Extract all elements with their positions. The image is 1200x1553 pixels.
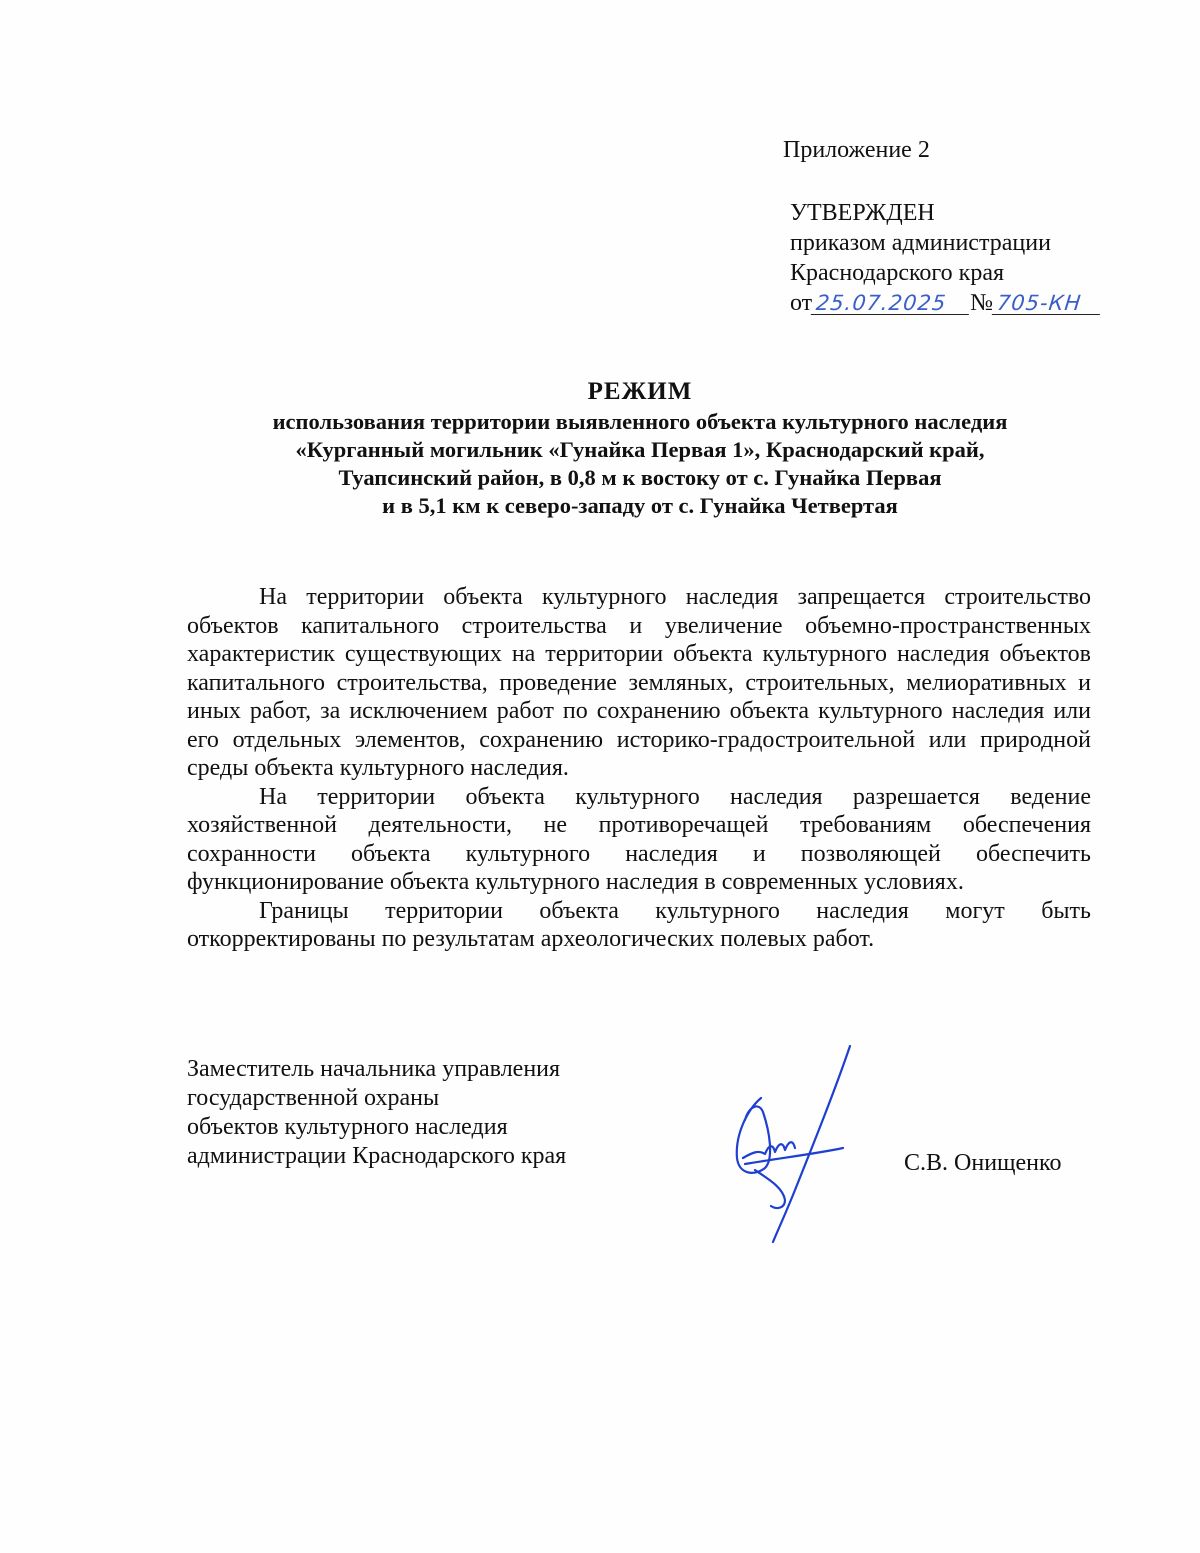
title-line-4: и в 5,1 км к северо-западу от с. Гунайка Четвертая bbox=[382, 493, 898, 518]
title-line-2: «Курганный могильник «Гунайка Первая 1», Краснодарский край, bbox=[295, 437, 985, 462]
signer-position-line-4: администрации Краснодарского края bbox=[187, 1143, 567, 1169]
date-prefix: от bbox=[790, 290, 813, 316]
title-line-3: Туапсинский район, в 0,8 м к востоку от с. Гунайка Первая bbox=[338, 465, 942, 490]
signer-name: С.В. Онищенко bbox=[904, 1150, 1062, 1176]
approval-stamp bbox=[790, 198, 1101, 318]
title-line-1: использования территории выявленного объекта культурного наследия bbox=[272, 409, 1008, 434]
signer-position-line-1: Заместитель начальника управления bbox=[187, 1056, 561, 1082]
signer-position-line-3: объектов культурного наследия bbox=[187, 1114, 508, 1140]
paragraph-boundaries: Границы территории объекта культурного наследия могут быть откорректированы по результатам археологических полевых работ. bbox=[187, 897, 1091, 952]
approval-line-region: Краснодарского края bbox=[790, 260, 1005, 286]
paragraph-prohibitions: На территории объекта культурного наследия запрещается строительство объектов капитального строительства и увеличение объемно-пространственных характеристик существующих на территории объекта культурного наследия объектов капитального строительства, проведение земляных, строительных, мелиоративных и иных работ, за исключением работ по сохранению объекта культурного наследия или его отдельных элементов, сохранению историко-градостроительной или природной среды объекта культурного наследия. bbox=[187, 584, 1091, 781]
document-body bbox=[187, 583, 1091, 954]
signer-position-line-2: государственной охраны bbox=[187, 1085, 440, 1111]
document-title-block bbox=[150, 376, 1130, 520]
handwritten-date: 25.07.2025 bbox=[811, 292, 971, 315]
signer-position bbox=[187, 1055, 566, 1171]
appendix-label: Приложение 2 bbox=[783, 137, 930, 163]
approval-date-number-line bbox=[790, 288, 1101, 318]
number-prefix: № bbox=[970, 290, 994, 316]
approval-line-order: приказом администрации bbox=[790, 230, 1051, 256]
approval-title: УТВЕРЖДЕН bbox=[790, 200, 935, 226]
handwritten-order-number: 705-КН bbox=[992, 292, 1102, 315]
document-title: РЕЖИМ bbox=[587, 378, 693, 405]
handwritten-signature bbox=[725, 1040, 865, 1250]
paragraph-permissions: На территории объекта культурного наследия разрешается ведение хозяйственной деятельности, не противоречащей требованиям обеспечения сохранности объекта культурного наследия и позволяющей обеспечить функционирование объекта культурного наследия в современных условиях. bbox=[187, 783, 1091, 895]
